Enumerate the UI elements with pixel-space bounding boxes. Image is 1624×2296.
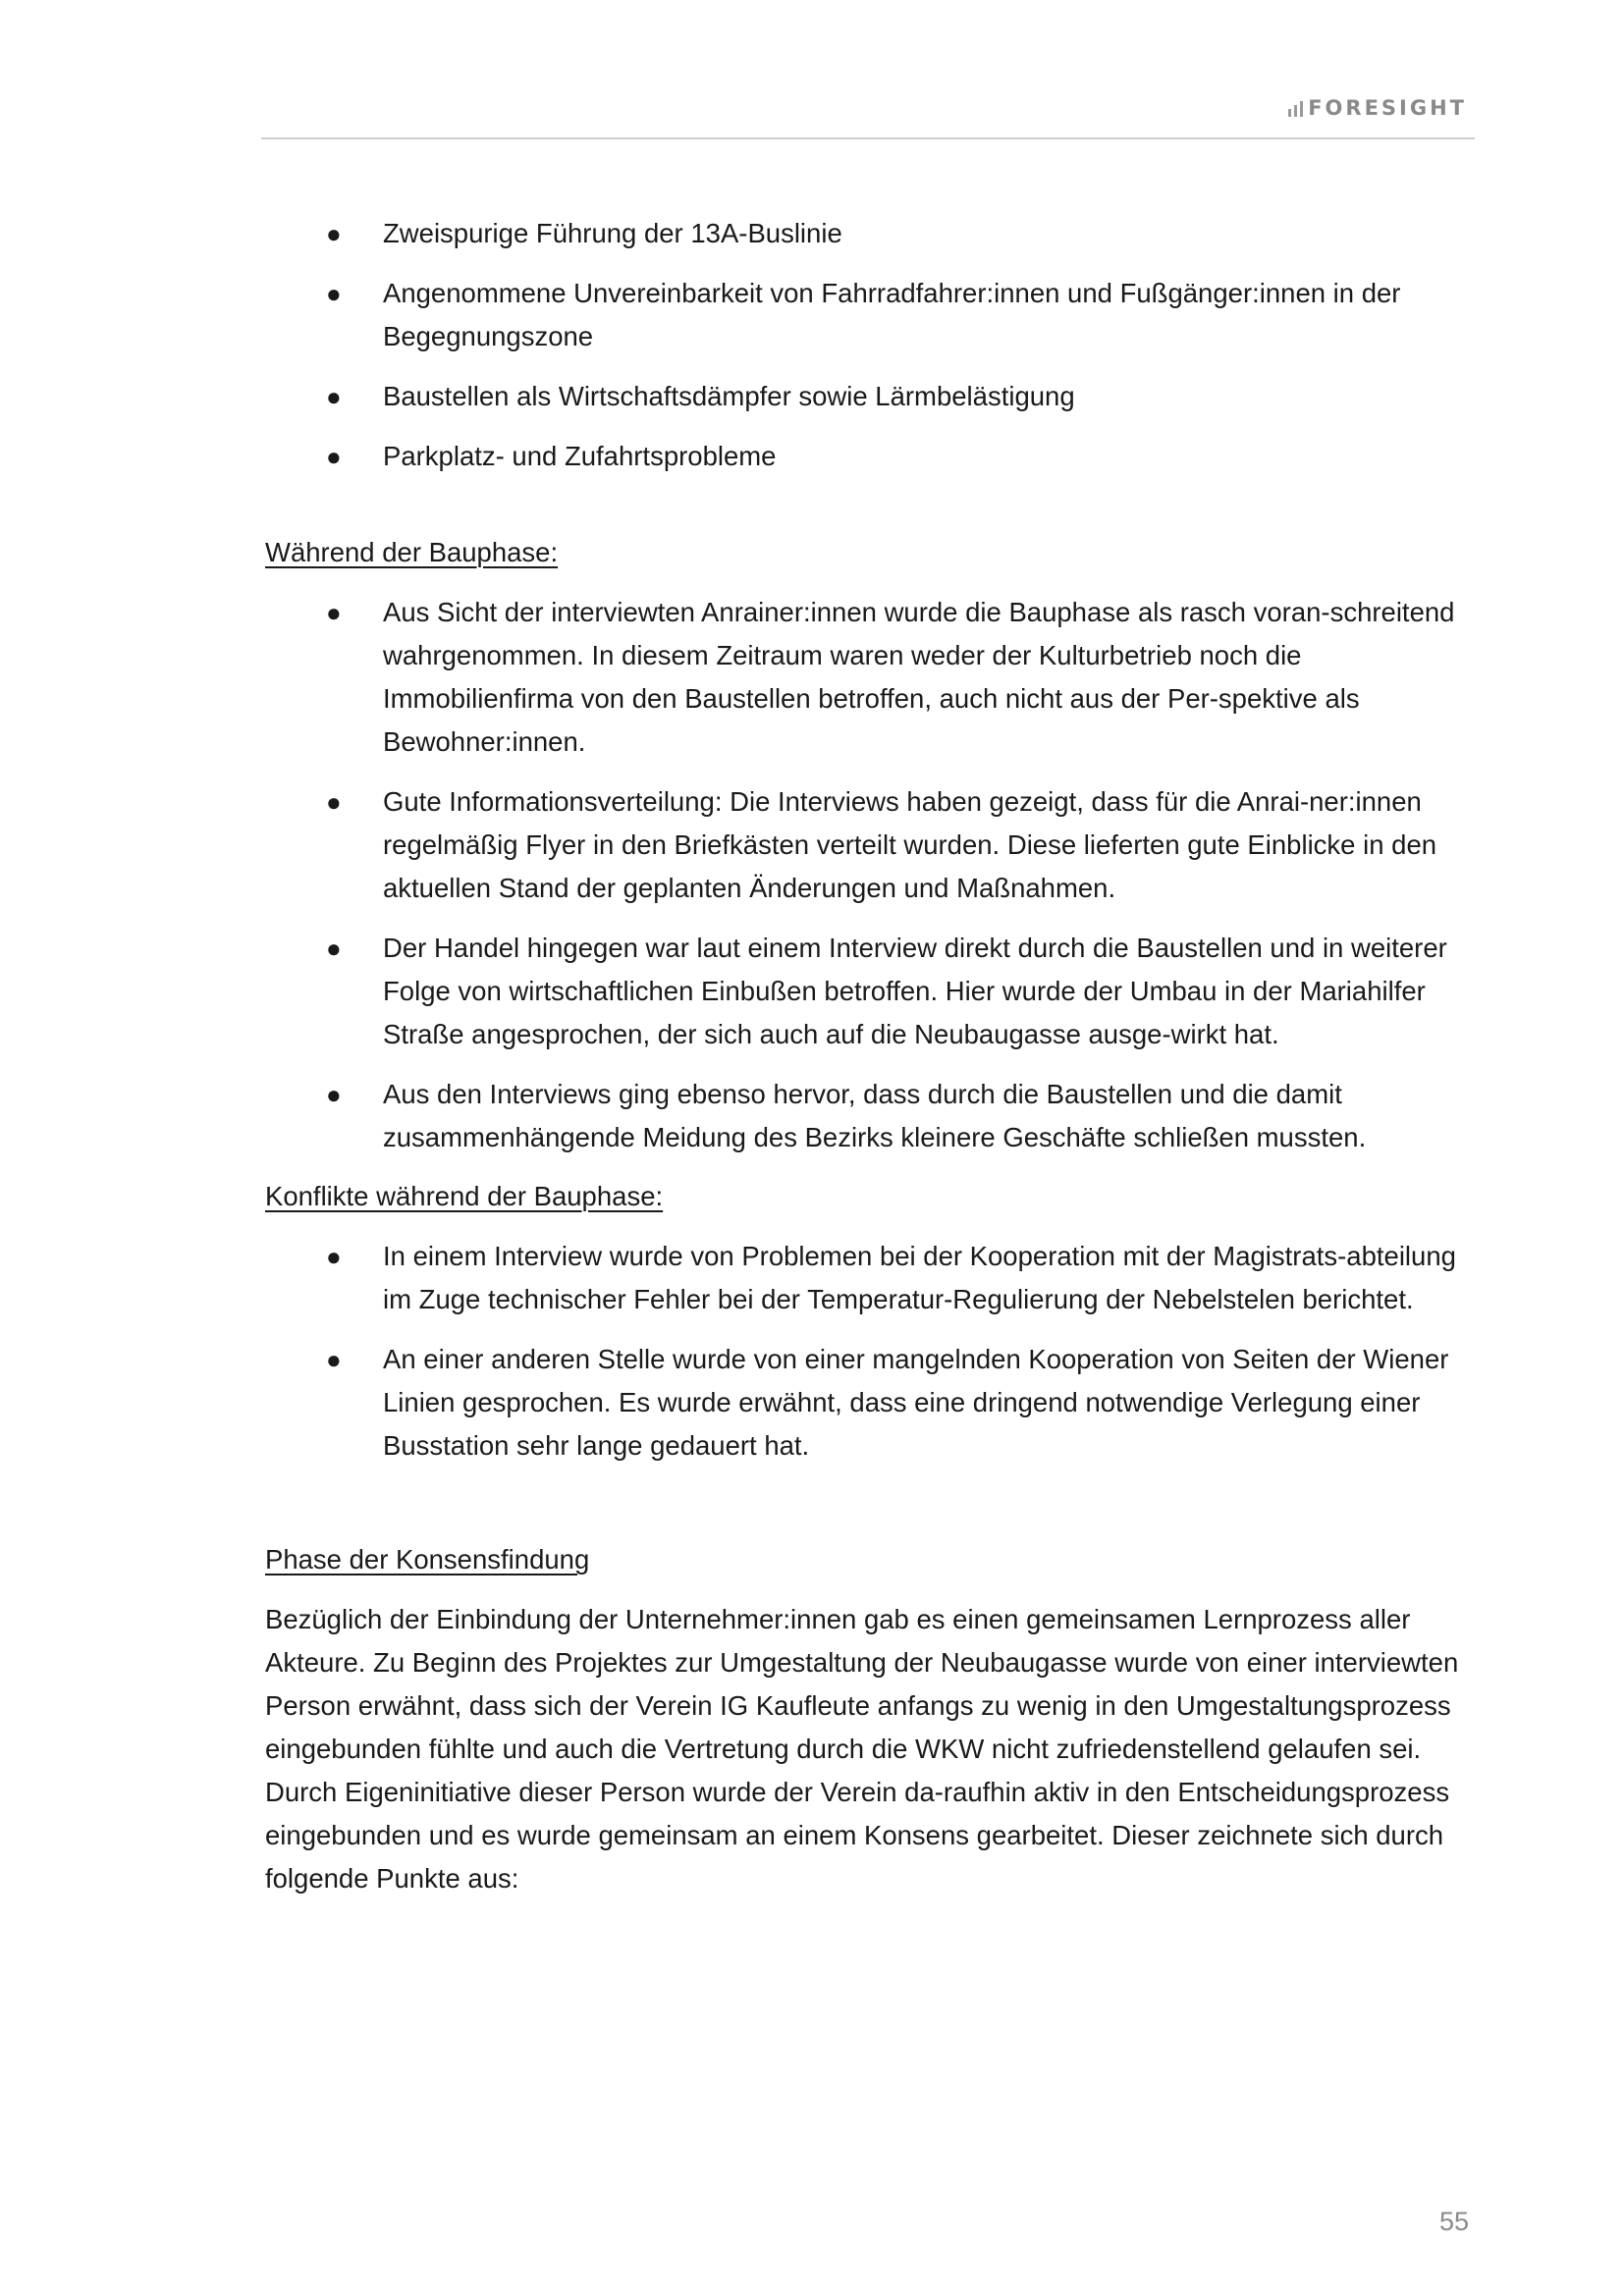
list-item-text: Parkplatz- und Zufahrtsprobleme (383, 441, 777, 471)
list-item (265, 780, 1475, 910)
foresight-logo (1288, 96, 1467, 120)
body-paragraph: Bezüglich der Einbindung der Unternehmer:innen gab es einen gemeinsamen Lernprozess aller Akteure. Zu Beginn des Projektes zur Umgestaltung der Neubaugasse wurde von einer interviewten Person erwähnt, dass sich der Verein IG Kaufleute anfangs zu wenig in den Umgestaltungsprozess eingebunden fühlte und auch die Vertretung durch die WKW nicht zufriedenstellend gelaufen sei. Durch Eigeninitiative dieser Person wurde der Verein da-raufhin aktiv in den Entscheidungsprozess eingebunden und es wurde gemeinsam an einem Konsens gearbeitet. Dieser zeichnete sich durch folgende Punkte aus: (265, 1604, 1459, 1894)
page-header (261, 94, 1475, 139)
bullet-icon: ● (326, 382, 342, 411)
list-item-text: Angenommene Unvereinbarkeit von Fahrradfahrer:innen und Fußgänger:innen in der Begegnungszone (383, 278, 1401, 351)
bar-chart-icon (1288, 99, 1303, 117)
list-item-text: Der Handel hingegen war laut einem Interview direkt durch die Baustellen und in weiterer Folge von wirtschaftlichen Einbußen betroffen. Hier wurde der Umbau in der Mariahilfer Straße angesprochen, der sich auch auf die Neubaugasse ausge-wirkt hat. (383, 933, 1447, 1049)
bullet-icon: ● (326, 279, 342, 308)
issues-list (265, 212, 1475, 478)
page-number: 55 (1438, 2207, 1469, 2236)
list-item (265, 927, 1475, 1056)
bullet-icon: ● (326, 442, 342, 471)
section-heading-bauphase: Während der Bauphase: (265, 537, 559, 567)
list-item (265, 591, 1475, 764)
bullet-icon: ● (326, 1345, 342, 1374)
section-heading-konsensfindung: Phase der Konsensfindung (265, 1544, 590, 1575)
list-item-text: Gute Informationsverteilung: Die Interviews haben gezeigt, dass für die Anrai-ner:innen regelmäßig Flyer in den Briefkästen verteilt wurden. Diese lieferten gute Einblicke in den aktuellen Stand der geplanten Änderungen und Maßnahmen. (383, 786, 1437, 903)
list-item (265, 375, 1475, 418)
bullet-icon: ● (326, 1080, 342, 1109)
list-item-text: An einer anderen Stelle wurde von einer mangelnden Kooperation von Seiten der Wiener Linien gesprochen. Es wurde erwähnt, dass eine dringend notwendige Verlegung einer Busstation sehr lange gedauert hat. (383, 1344, 1449, 1461)
list-item (265, 1235, 1475, 1321)
logo-text: FORESIGHT (1308, 96, 1467, 120)
list-item-text: Zweispurige Führung der 13A-Buslinie (383, 218, 842, 248)
section-heading-konflikte: Konflikte während der Bauphase: (265, 1181, 664, 1211)
list-item-text: Baustellen als Wirtschaftsdämpfer sowie Lärmbelästigung (383, 381, 1075, 411)
list-item (265, 1338, 1475, 1468)
list-item (265, 212, 1475, 255)
list-item-text: In einem Interview wurde von Problemen bei der Kooperation mit der Magistrats-abteilung im Zuge technischer Fehler bei der Temperatur-Regulierung der Nebelstelen berichtet. (383, 1241, 1456, 1314)
bullet-icon: ● (326, 219, 342, 248)
list-item-text: Aus den Interviews ging ebenso hervor, dass durch die Baustellen und die damit zusammenhängende Meidung des Bezirks kleinere Geschäfte schließen mussten. (383, 1079, 1367, 1152)
list-item-text: Aus Sicht der interviewten Anrainer:innen wurde die Bauphase als rasch voran-schreitend wahrgenommen. In diesem Zeitraum waren weder der Kulturbetrieb noch die Immobilienfirma von den Baustellen betroffen, auch nicht aus der Per-spektive als Bewohner:innen. (383, 597, 1455, 757)
list-item (265, 1073, 1475, 1159)
page-content (265, 212, 1475, 1900)
bullet-icon: ● (326, 787, 342, 817)
konflikte-list (265, 1235, 1475, 1468)
list-item (265, 272, 1475, 358)
list-item (265, 435, 1475, 478)
bullet-icon: ● (326, 1242, 342, 1271)
bauphase-list (265, 591, 1475, 1159)
bullet-icon: ● (326, 598, 342, 627)
bullet-icon: ● (326, 934, 342, 963)
